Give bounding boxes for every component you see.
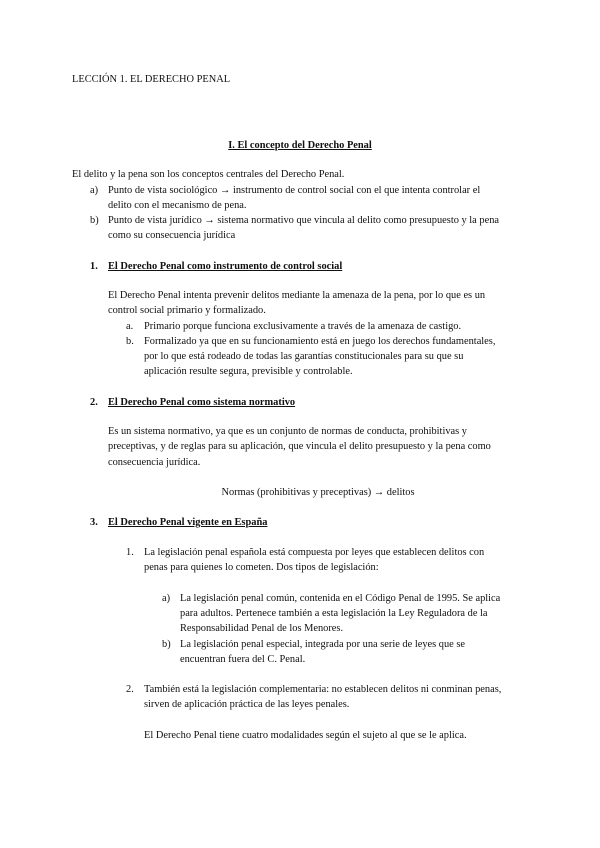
paragraph-line: consecuencia jurídica. [108,457,201,468]
list-item-text: aplicación resulte segura, previsible y controlable. [144,366,353,377]
list-item-text: para adultos. Pertenece también a esta legislación la Ley Reguladora de la [180,608,488,619]
paragraph-line: Es un sistema normativo, ya que es un conjunto de normas de conducta, prohibitivas y [108,426,467,437]
lesson-title: LECCIÓN 1. EL DERECHO PENAL [72,74,231,85]
list-item-text: La legislación penal especial, integrada por una serie de leyes que se [180,639,466,650]
subsection-title: El Derecho Penal como sistema normativo [108,397,296,408]
formula: Normas (prohibitivas y preceptivas) → delitos [221,487,415,498]
paragraph-line: preceptivas, y de reglas para su aplicación, que vincula el delito presupuesto y la pena como [108,441,491,452]
list-item-text: penas para quienes lo cometen. Dos tipos de legislación: [144,562,379,573]
list-item-label: a. [126,321,134,332]
list-item-text: Formalizado ya que en su funcionamiento está en juego los derechos fundamentales, [144,336,496,347]
list-item-text: La legislación penal común, contenida en el Código Penal de 1995. Se aplica [180,593,501,604]
list-item-text: delito con el mecanismo de pena. [108,200,247,211]
list-item-text: La legislación penal española está compuesta por leyes que establecen delitos con [144,547,485,558]
list-item-label: 2. [126,684,134,695]
subsection-number: 1. [90,261,98,272]
list-item-label: a) [90,185,99,196]
list-item-label: b. [126,336,134,347]
list-item-label: b) [90,215,99,226]
paragraph-line: control social primario y formalizado. [108,305,266,316]
subsection-number: 3. [90,517,98,528]
list-item-text: Punto de vista jurídico → sistema normativo que vincula al delito como presupuesto y la pena [108,215,500,226]
list-item-label: 1. [126,547,134,558]
subsection-title: El Derecho Penal como instrumento de control social [108,261,343,272]
subsection-title: El Derecho Penal vigente en España [108,517,268,528]
list-item-text: También está la legislación complementaria: no establecen delitos ni conminan penas, [144,684,502,695]
subsection-number: 2. [90,397,98,408]
paragraph-line: El Derecho Penal intenta prevenir delitos mediante la amenaza de la pena, por lo que es un [108,290,486,301]
list-item-text: Responsabilidad Penal de los Menores. [180,623,344,634]
closing-line: El Derecho Penal tiene cuatro modalidades según el sujeto al que se le aplica. [144,730,467,741]
section-title: I. El concepto del Derecho Penal [228,140,372,151]
list-item-text: Punto de vista sociológico → instrumento de control social con el que intenta controlar el [108,185,481,196]
list-item-text: sirven de aplicación práctica de las leyes penales. [144,699,350,710]
list-item-text: por lo que está rodeado de todas las garantías constitucionales para su que su [144,351,464,362]
list-item-text: como su consecuencia jurídica [108,230,236,241]
list-item-text: Primario porque funciona exclusivamente a través de la amenaza de castigo. [144,321,462,332]
list-item-label: a) [162,593,171,604]
intro-text: El delito y la pena son los conceptos centrales del Derecho Penal. [72,169,345,180]
list-item-text: encuentran fuera del C. Penal. [180,654,306,665]
list-item-label: b) [162,639,171,650]
